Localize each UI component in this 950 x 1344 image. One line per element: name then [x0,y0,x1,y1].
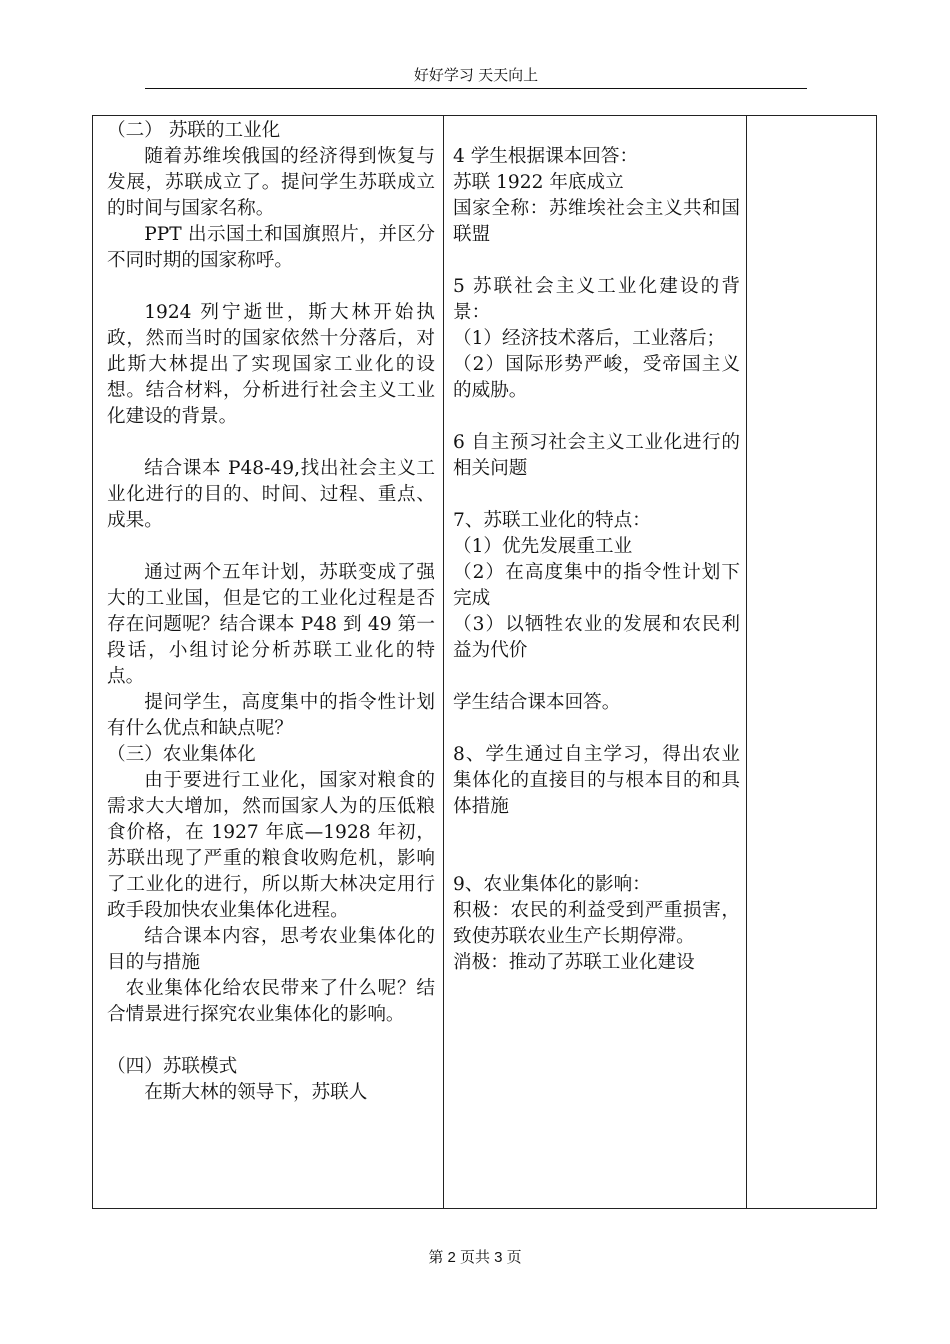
page-header: 好好学习 天天向上 [413,67,539,84]
page-footer: 第 2 页共 3 页 [428,1249,522,1266]
student-item: 积极：农民的利益受到严重损害，致使苏联农业生产长期停滞。 [453,900,740,947]
student-item: 消极：推动了苏联工业化建设 [453,952,695,973]
lesson-plan-table [92,115,877,1209]
student-item: 5 苏联社会主义工业化建设的背景： [453,276,740,323]
teacher-activity-cell [93,116,444,1209]
student-item: 8、学生通过自主学习，得出农业集体化的直接目的与根本目的和具体措施 [453,744,740,817]
table-row [93,116,877,1209]
header-divider [145,88,807,89]
student-item: （1）优先发展重工业 [453,536,633,557]
student-item: 7、苏联工业化的特点： [453,510,651,531]
student-item: （2）国际形势严峻，受帝国主义的威胁。 [453,354,740,401]
paragraph: 1924 列宁逝世，斯大林开始执政，然而当时的国家依然十分落后，对此斯大林提出了实现国家工业化的设想。结合材料，分析进行社会主义工业化建设的背景。 [107,302,435,427]
section-heading-collectivization: （三）农业集体化 [107,744,256,765]
paragraph: 结合课本内容，思考农业集体化的目的与措施 [107,926,435,973]
student-item: （3）以牺牲农业的发展和农民利益为代价 [453,614,740,661]
student-item: 4 学生根据课本回答： [453,146,639,167]
paragraph: 由于要进行工业化，国家对粮食的需求大大增加，然而国家人为的压低粮食价格，在 1927 年底—1928 年初，苏联出现了严重的粮食收购危机，影响了工业化的进行，所以斯大林决定用行政手段加快农业集体化进程。 [107,770,435,921]
student-item: 9、农业集体化的影响： [453,874,651,895]
student-item: （1）经济技术落后，工业落后； [453,328,726,349]
paragraph: 在斯大林的领导下，苏联人 [144,1082,368,1103]
paragraph: 随着苏维埃俄国的经济得到恢复与发展，苏联成立了。提问学生苏联成立的时间与国家名称。 [107,146,435,219]
section-heading-soviet-model: （四）苏联模式 [107,1056,238,1077]
student-item: 苏联 1922 年底成立 [453,172,624,193]
paragraph: 提问学生，高度集中的指令性计划有什么优点和缺点呢？ [107,692,435,739]
notes-cell [747,116,877,1209]
paragraph: 通过两个五年计划，苏联变成了强大的工业国，但是它的工业化过程是否存在问题呢？结合课本 P48 到 49 第一段话，小组讨论分析苏联工业化的特点。 [107,562,435,687]
student-item: 6 自主预习社会主义工业化进行的相关问题 [453,432,740,479]
paragraph: PPT 出示国土和国旗照片，并区分不同时期的国家称呼。 [107,224,435,271]
student-item: 国家全称：苏维埃社会主义共和国联盟 [453,198,740,245]
paragraph: 农业集体化给农民带来了什么呢？结合情景进行探究农业集体化的影响。 [107,978,435,1025]
student-item: 学生结合课本回答。 [453,692,621,713]
student-item: （2）在高度集中的指令性计划下完成 [453,562,740,609]
section-heading-industrialization: （二） 苏联的工业化 [107,120,281,141]
paragraph: 结合课本 P48-49,找出社会主义工业化进行的目的、时间、过程、重点、成果。 [107,458,435,531]
student-activity-cell [444,116,747,1209]
